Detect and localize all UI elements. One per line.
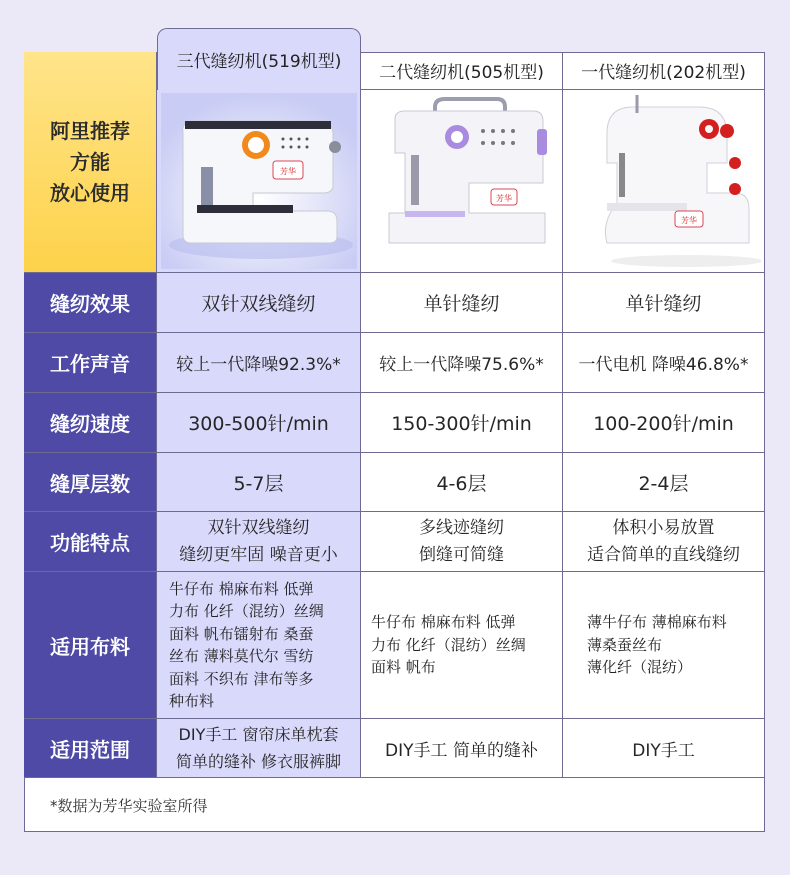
footnote: *数据为芳华实验室所得 <box>50 796 208 815</box>
row-label-effect: 缝纫效果 <box>24 273 157 333</box>
features-505-line-1: 多线迹缝纫 <box>419 517 504 538</box>
row-label-features: 功能特点 <box>24 512 157 572</box>
features-505-line-2: 倒缝可简缝 <box>419 544 504 565</box>
cell-layers-202: 2-4层 <box>563 453 765 512</box>
brand-badge-202: 芳华 <box>680 216 697 225</box>
fabrics-505-line-2: 力布 化纤（混纺）丝绸 <box>371 635 526 654</box>
cell-effect-202: 单针缝纫 <box>563 273 765 333</box>
fabrics-519-line-2: 力布 化纤（混纺）丝绸 <box>169 602 324 620</box>
cell-fabrics-202 <box>563 572 765 719</box>
cell-speed-519: 300-500针/min <box>157 393 361 453</box>
fabrics-202-line-3: 薄化纤（混纺） <box>587 658 693 677</box>
features-519-line-1: 双针双线缝纫 <box>207 517 310 538</box>
header-col3: 一代缝纫机(202机型) <box>563 52 765 90</box>
top-label-line-2: 方能 <box>70 149 110 174</box>
product-image-505 <box>361 90 563 273</box>
fabrics-519-line-5: 面料 不织布 津布等多 <box>169 669 314 688</box>
cell-layers-505: 4-6层 <box>361 453 563 512</box>
features-519-line-2: 缝纫更牢固 噪音更小 <box>179 544 338 565</box>
scope-519-line-2: 简单的缝补 修衣服裤脚 <box>175 752 342 771</box>
product-image-519 <box>157 90 361 273</box>
sewing-machine-505-image <box>365 93 559 269</box>
cell-noise-519: 较上一代降噪92.3%* <box>157 333 361 393</box>
fabrics-505-line-1: 牛仔布 棉麻布料 低弹 <box>371 613 516 632</box>
cell-noise-505: 较上一代降噪75.6%* <box>361 333 563 393</box>
features-202-line-1: 体积小易放置 <box>612 517 715 538</box>
header-col2: 二代缝纫机(505机型) <box>361 52 563 90</box>
cell-fabrics-519 <box>157 572 361 719</box>
header-col1: 三代缝纫机(519机型) <box>157 28 361 90</box>
cell-features-202 <box>563 512 765 572</box>
cell-effect-505: 单针缝纫 <box>361 273 563 333</box>
cell-scope-519 <box>157 719 361 778</box>
sewing-machine-202-image <box>567 93 761 269</box>
fabrics-202-line-1: 薄牛仔布 薄棉麻布料 <box>587 613 727 632</box>
fabrics-519-line-3: 面料 帆布镭射布 桑蚕 <box>169 624 314 643</box>
cell-speed-202: 100-200针/min <box>563 393 765 453</box>
fabrics-519-line-4: 丝布 薄料莫代尔 雪纺 <box>169 647 314 665</box>
scope-519-line-1: DIY手工 窗帘床单枕套 <box>178 725 339 744</box>
fabrics-519-line-6: 种布料 <box>169 692 215 710</box>
cell-features-505 <box>361 512 563 572</box>
row-label-speed: 缝纫速度 <box>24 393 157 453</box>
cell-fabrics-505 <box>361 572 563 719</box>
row-label-noise: 工作声音 <box>24 333 157 393</box>
brand-badge-505: 芳华 <box>495 194 512 203</box>
cell-layers-519: 5-7层 <box>157 453 361 512</box>
fabrics-519-line-1: 牛仔布 棉麻布料 低弹 <box>169 579 314 598</box>
top-label-line-3: 放心使用 <box>50 180 130 205</box>
brand-badge: 芳华 <box>279 167 296 176</box>
product-image-202 <box>563 90 765 273</box>
cell-speed-505: 150-300针/min <box>361 393 563 453</box>
cell-effect-519: 双针双线缝纫 <box>157 273 361 333</box>
top-label <box>24 52 157 273</box>
cell-noise-202: 一代电机 降噪46.8%* <box>563 333 765 393</box>
row-label-scope: 适用范围 <box>24 719 157 778</box>
cell-features-519 <box>157 512 361 572</box>
fabrics-202-line-2: 薄桑蚕丝布 <box>587 635 663 654</box>
fabrics-505-line-3: 面料 帆布 <box>371 658 436 677</box>
cell-scope-505: DIY手工 简单的缝补 <box>361 719 563 778</box>
features-202-line-2: 适合简单的直线缝纫 <box>587 544 740 565</box>
top-label-line-1: 阿里推荐 <box>50 118 130 143</box>
row-label-layers: 缝厚层数 <box>24 453 157 512</box>
cell-scope-202: DIY手工 <box>563 719 765 778</box>
sewing-machine-519-image <box>161 93 357 269</box>
row-label-fabrics: 适用布料 <box>24 572 157 719</box>
